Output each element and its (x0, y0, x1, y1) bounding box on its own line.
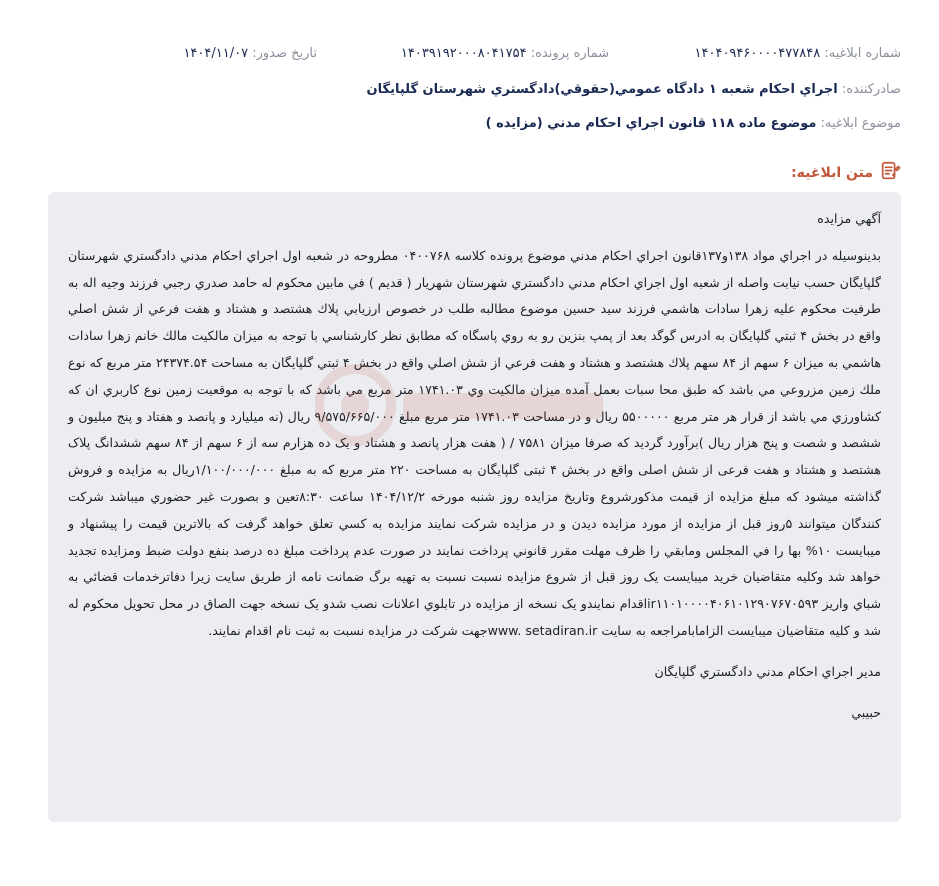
issuer-label: صادركننده: (841, 82, 901, 97)
subject-row (486, 116, 901, 131)
notice-text-icon (879, 160, 901, 186)
case-number (401, 46, 609, 61)
notice-text-box (48, 192, 901, 822)
case-number-value: ۱۴۰۳۹۱۹۲۰۰۰۸۰۴۱۷۵۴ (400, 46, 527, 61)
notice-text-heading (791, 160, 901, 186)
issue-date (183, 46, 317, 61)
notice-number-label: شماره ابلاغيه: (824, 46, 901, 61)
signer-name: حبيبي (851, 704, 881, 720)
notice-body: بدينوسيله در اجراي مواد ۱۳۸و۱۳۷قانون اجراي احكام مدني موضوع پرونده كلاسه ۰۴۰۰۷۶۸ مطروحه در شعبه اول اجراي احكام مدني دادگستري شهرستان گلپايگان حسب نيابت واصله از شعبه اول اجراي احكام مدني دادگستري شهرستان شهريار ( قديم ) في مابين محكوم له حامد صدري رجبي فرزند وجيه اله به طرفيت محكوم عليه زهرا سادات هاشمي فرزند سيد حسين موضوع مطالبه طلب در خصوص ارزيابي پلاك هشتصد و هشتاد و هفت فرعي از شش اصلي واقع در بخش ۴ ثبتي گلپايگان به ادرس گوگد بعد از پمپ بنزين رو به روي پاسگاه كه مطابق نظر كارشناسي با توجه به ميزان مالكيت مالك خانم زهرا سادات هاشمي به ميزان ۶ سهم از ۸۴ سهم پلاك هشتصد و هشتاد و هفت فرعي از شش اصلي واقع در بخش ۴ ثبتي گلپايگان به مساحت ۲۴۳۷۴.۵۴ متر مربع كه نوع ملك زمين مزروعي مي باشد كه طبق محا سبات بعمل آمده ميزان مالكيت وي ۱۷۴۱.۰۳ متر مربع مي باشد كه با توجه به موقعيت زمين نوع كاربري ان كه كشاورزي مي باشد از قرار هر متر مربع ۵۵۰۰۰۰۰ ريال و در مساحت ۱۷۴۱.۰۳ متر مربع مبلغ ۹/۵۷۵/۶۶۵/۰۰۰ ريال (نه ميليارد و پانصد و هفتاد و پنج ميليون و ششصد و شصت و پنج هزار ريال )برآورد گرديد كه صرفا ميزان ۷۵۸۱ / ( هفت هزار پانصد و هشتاد و يک ده هزارم سه از ۶ سهم از ۸۴ سهم ششدانگ پلاک هشتصد و هشتاد و هفت فرعی از شش اصلی واقع در بخش ۴ ثبتی گلپایگان به مساحت ۲۲۰ متر مربع كه به مبلغ ۱/۱۰۰/۰۰۰/۰۰۰ریال به مزايده و فروش گذاشته ميشود كه مبلغ مزايده از قيمت مذكورشروع وتاريخ مزايده روز شنبه مورخه ۱۴۰۴/۱۲/۲ ساعت ۸:۳۰تعين و بصورت غير حضوري ميباشد شركت كنندگان ميتوانند ۵روز قبل از مزايده از مورد مزايده ديدن و در مزايده شركت نمايند مزايده به كسي تعلق خواهد گرفت كه بالاترين قيمت را پيشنهاد و ميبايست ۱۰% بها را في المجلس ومابقي را ظرف مهلت مقرر قانوني پرداخت نمايند در صورت عدم پرداخت مبلغ ده درصد بنفع دولت ضبط ومزايده تجديد خواهد شد وكليه متقاضيان خريد ميبايست يک روز قبل از شروع مزايده نسبت نسبت به تهيه برگ ضمانت نامه از طريق سايت زيرا دفاترخدمات قضائي به شباي واريز ir۱۱۰۱۰۰۰۰۴۰۶۱۰۱۲۹۰۷۶۷۰۵۹۳اقدام نمايندو يک نسخه از مزايده در تابلوي اعلانات نصب شدو يک نسخه جهت الصاق در محل تحويل محكوم له شد و كليه متقاضيان ميبايست الزامابامراجعه به سايت www. setadiran.irجهت شركت در مزايده نسبت به ثبت نام اقدام نمايند. (68, 247, 882, 638)
subject-value: موضوع ماده ۱۱۸ قانون اجراي احكام مدني (مزايده ) (485, 116, 817, 131)
notice-heading: آگهي مزايده (817, 211, 881, 226)
case-number-label: شماره پرونده: (530, 46, 609, 61)
notice-text-title: متن ابلاغيه: (791, 165, 873, 181)
issue-date-value: ۱۴۰۴/۱۱/۰۷ (183, 46, 249, 61)
subject-label: موضوع ابلاغيه: (820, 116, 901, 131)
notice-number (695, 46, 901, 61)
issue-date-label: تاريخ صدور: (252, 46, 317, 61)
signer-title: مدير اجراي احكام مدني دادگستري گلپايگان (654, 663, 881, 679)
notice-number-value: ۱۴۰۴۰۹۴۶۰۰۰۰۴۷۷۸۴۸ (694, 46, 821, 61)
issuer-value: اجراي احكام شعبه ۱ دادگاه عمومي(حقوقي)دادگستري شهرستان گلپايگان (366, 82, 838, 97)
issuer-row (367, 82, 901, 97)
